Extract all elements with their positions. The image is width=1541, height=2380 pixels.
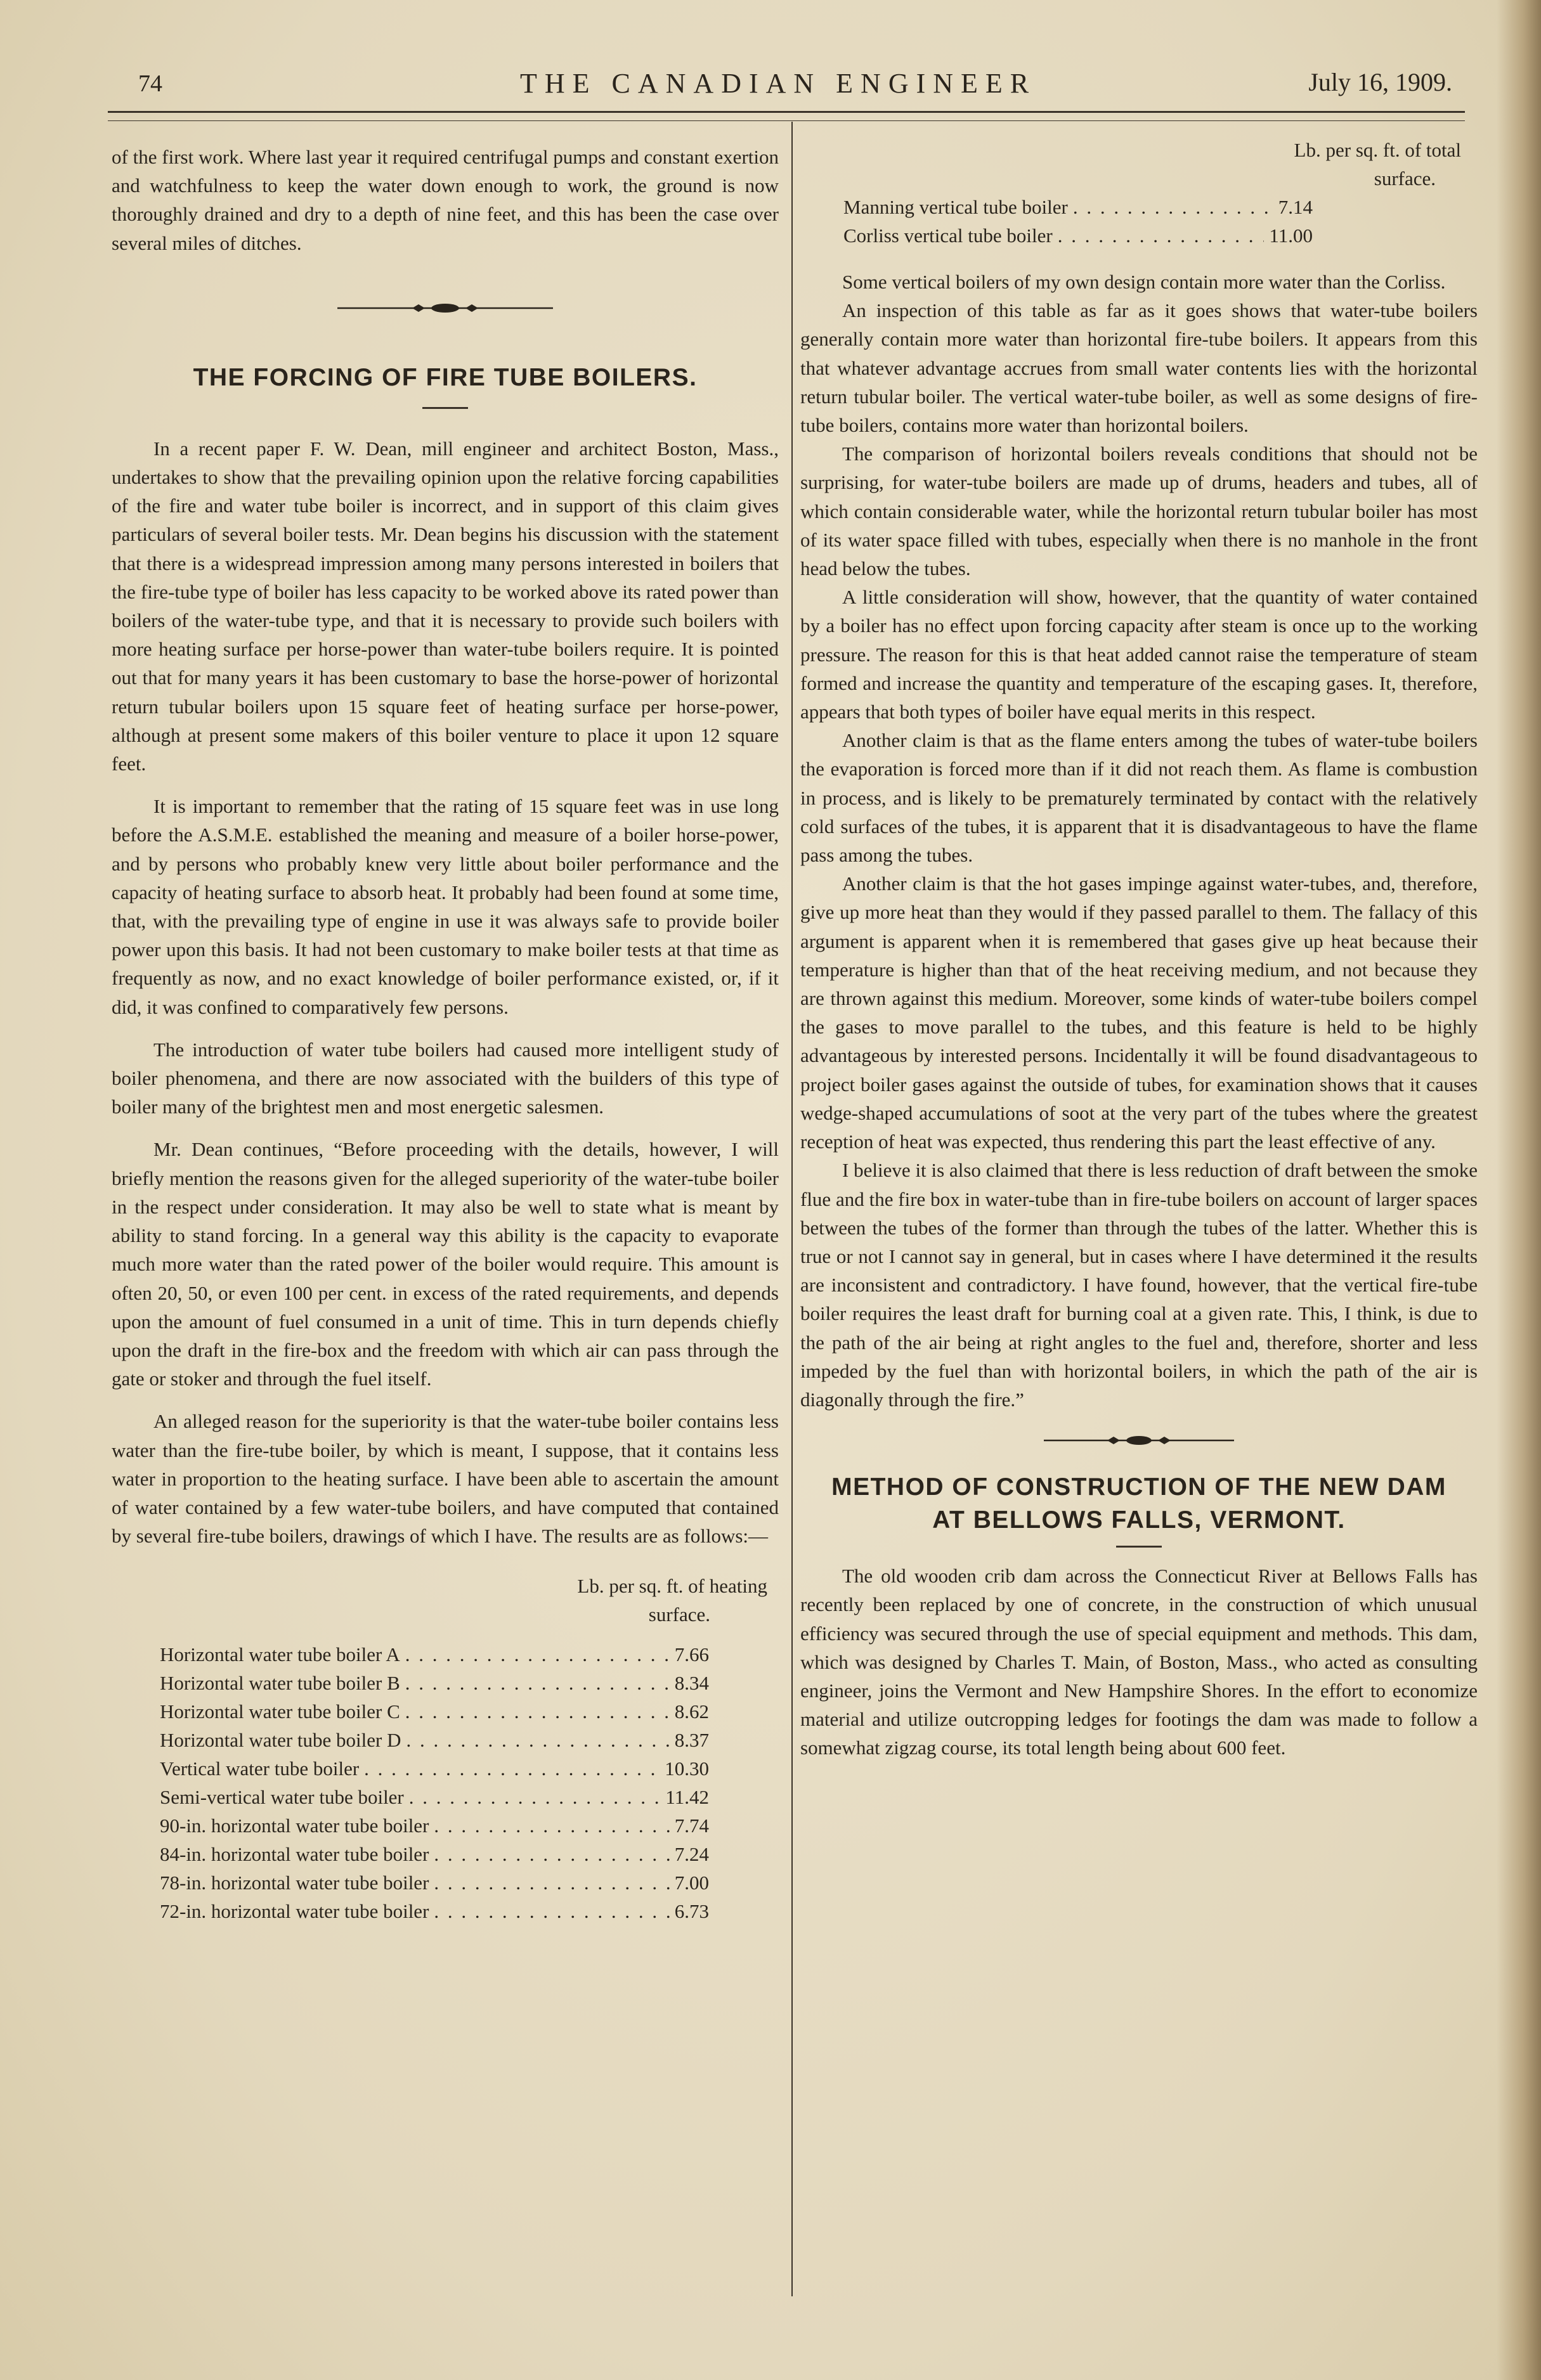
left-column bbox=[112, 143, 779, 1925]
table-header-line: Lb. per sq. ft. of total bbox=[1294, 139, 1461, 161]
intro-paragraph: of the first work. Where last year it required centrifugal pumps and constant exertion and watchfulness to keep the water down enough to work, the ground is now thoroughly drained and dry to a depth of nine feet, and this has been the case over several miles of ditches. bbox=[112, 146, 779, 254]
article-paragraph: The comparison of horizontal boilers reveals conditions that should not be surprising, for water-tube boilers are made up of drums, headers and tubes, all of which contain considerable water, while the horizontal return tubular boiler has most of its water space filled with tubes, especially when there is no manhole in the front head below the tubes. bbox=[800, 443, 1478, 580]
title-rule bbox=[1116, 1546, 1162, 1548]
table-header-line: surface. bbox=[1374, 167, 1436, 190]
table-row: Horizontal water tube boiler B . . . 8.34 bbox=[160, 1669, 709, 1697]
article-paragraph: A little consideration will show, however, that the quantity of water contained by a boiler has no effect upon forcing capacity after steam is once up to the working pressure. The reason for this is that heat added cannot raise the temperature of steam formed and increase the quantity and temperature of the escaping gases. It, therefore, appears that both types of boiler have equal merits in this respect. bbox=[800, 586, 1478, 723]
article-title-2: METHOD OF CONSTRUCTION OF THE NEW DAM AT BELLOWS FALLS, VERMONT. bbox=[831, 1473, 1447, 1534]
section-ornament bbox=[112, 283, 779, 333]
total-table-header bbox=[800, 136, 1478, 193]
table-row: 72-in. horizontal water tube boiler . . . 6.73 bbox=[160, 1897, 709, 1925]
table-row: Horizontal water tube boiler A . . . 7.66 bbox=[160, 1640, 709, 1669]
section-ornament bbox=[800, 1421, 1478, 1459]
article-paragraph: The introduction of water tube boilers had caused more intelligent study of boiler phenomena, and there are now associated with the builders of this type of boiler many of the brightest men and most energetic salesmen. bbox=[112, 1038, 779, 1118]
article-paragraph: Mr. Dean continues, “Before proceeding with the details, however, I will briefly mention the reasons given for the alleged superiority of the water-tube boiler in the respect under consideration. It may also be well to state what is meant by ability to stand forcing. In a general way this ability is the capacity to evaporate much more water than the rated power of the boiler would require. This amount is often 20, 50, or even 100 per cent. in excess of the rated requirements, and depends upon the amount of fuel consumed in a unit of time. This in turn depends chiefly upon the draft in the fire-box and the freedom with which air can pass through the gate or stoker and through the fuel itself. bbox=[112, 1138, 779, 1390]
table-row: Corliss vertical tube boiler . . . 11.00 bbox=[843, 221, 1313, 250]
article-paragraph: Another claim is that the hot gases impinge against water-tubes, and, therefore, give up more heat than they would if they passed parallel to them. The fallacy of this argument is apparent when it is remembered that gases give up heat because their temperature is higher than that of the heat receiving medium, and not because they are thrown against this medium. Moreover, some kinds of water-tube boilers compel the gases to move parallel to the tubes, and this feature is held to be highly advantageous by interested persons. Incidentally it will be found disadvantageous to project boiler gases against the outside of tubes, for examination shows that it causes wedge-shaped accumulations of soot at the very part of the tubes where the greatest reception of heat was expected, thus rendering this part the least effective of any. bbox=[800, 872, 1478, 1153]
table-row: 90-in. horizontal water tube boiler . . . 7.74 bbox=[160, 1811, 709, 1840]
right-column bbox=[800, 136, 1478, 1762]
ornament-divider-icon bbox=[337, 302, 553, 314]
table-row: Semi-vertical water tube boiler . . . 11.42 bbox=[160, 1783, 709, 1811]
issue-date: July 16, 1909. bbox=[1308, 68, 1452, 96]
article-paragraph: An inspection of this table as far as it goes shows that water-tube boilers generally contain more water than horizontal fire-tube boilers. It appears from this that whatever advantage accrues from small water contents lies with the horizontal return tubular boiler. The vertical water-tube boiler, as well as some designs of fire-tube boilers, contains more water than horizontal boilers. bbox=[800, 299, 1478, 437]
title-rule bbox=[422, 407, 468, 409]
article-paragraph: The old wooden crib dam across the Connecticut River at Bellows Falls has recently been replaced by one of concrete, in the construction of which unusual efficiency was secured through the use of special equipment and methods. This dam, which was designed by Charles T. Main, of Boston, Mass., who acted as consulting engineer, joins the Vermont and New Hampshire Shores. In the effort to economize material and utilize outcropping ledges for footings the dam was made to follow a somewhat zigzag course, its total length being about 600 feet. bbox=[800, 1565, 1478, 1759]
article-title: THE FORCING OF FIRE TUBE BOILERS. bbox=[193, 363, 698, 391]
column-divider bbox=[791, 122, 793, 2296]
article-paragraph: Another claim is that as the flame enters among the tubes of water-tube boilers the evaporation is forced more than if it did not reach them. As flame is combustion in process, and is likely to be prematurely terminated by contact with the relatively cold surfaces of the tubes, it is apparent that it is disadvantageous to have the flame pass among the tubes. bbox=[800, 729, 1478, 867]
article-paragraph: An alleged reason for the superiority is that the water-tube boiler contains less water than the fire-tube boiler, by which is meant, I suppose, that it contains less water in proportion to the heating surface. I have been able to ascertain the amount of water contained by a few water-tube boilers, and have computed that contained by several fire-tube boilers, drawings of which I have. The results are as follows:— bbox=[112, 1410, 779, 1548]
article-paragraph: I believe it is also claimed that there is less reduction of draft between the smoke flue and the fire box in water-tube than in fire-tube boilers on account of larger spaces between the tubes of the former than through the tubes of the latter. Whether this is true or not I cannot say in general, but in cases where I have determined it the results are inconsistent and contradictory. I have found, however, that the vertical fire-tube boiler requires the least draft for burning coal at a given rate. This, I think, is due to the path of the air being at right angles to the fuel and, therefore, shorter and less impeded by the fuel than with horizontal boilers, in which the path of the air is diagonally through the fire.” bbox=[800, 1159, 1478, 1411]
heating-table-header bbox=[112, 1572, 779, 1629]
header-rule bbox=[108, 111, 1465, 121]
table-row: Horizontal water tube boiler C . . . 8.62 bbox=[160, 1697, 709, 1726]
page-header bbox=[108, 63, 1465, 108]
table-header-line: Lb. per sq. ft. of heating bbox=[577, 1575, 767, 1598]
table-header-line: surface. bbox=[648, 1603, 710, 1626]
table-row: Horizontal water tube boiler D . . . 8.37 bbox=[160, 1726, 709, 1754]
heating-surface-table bbox=[112, 1640, 779, 1925]
page-number: 74 bbox=[138, 70, 162, 97]
table-row: 84-in. horizontal water tube boiler . . . 7.24 bbox=[160, 1840, 709, 1868]
ornament-divider-icon bbox=[1044, 1434, 1234, 1447]
article-paragraph: In a recent paper F. W. Dean, mill engineer and architect Boston, Mass., undertakes to show that the prevailing opinion upon the relative forcing capabilities of the fire and water tube boiler is incorrect, and in support of this claim gives particulars of several boiler tests. Mr. Dean begins his discussion with the statement that there is a widespread impression among many persons interested in boilers that the fire-tube type of boiler has less capacity to be worked above its rated power than boilers of the water-tube type, and that it is necessary to provide such boilers with more heating surface per horse-power than water-tube boilers require. It is pointed out that for many years it has been customary to base the horse-power of horizontal return tubular boilers upon 15 square feet of heating surface per horse-power, although at present some makers of this boiler venture to place it upon 12 square feet. bbox=[112, 437, 779, 775]
table-row: Vertical water tube boiler . . . 10.30 bbox=[160, 1754, 709, 1783]
article-paragraph: Some vertical boilers of my own design contain more water than the Corliss. bbox=[842, 271, 1446, 293]
table-row: 78-in. horizontal water tube boiler . . . 7.00 bbox=[160, 1868, 709, 1897]
page-edge-shadow bbox=[1497, 0, 1541, 2380]
total-surface-table bbox=[800, 193, 1478, 250]
article-paragraph: It is important to remember that the rating of 15 square feet was in use long before the A.S.M.E. established the meaning and measure of a boiler horse-power, and by persons who probably knew very little about boiler performance and the capacity of heating surface to absorb heat. It probably had been found at some time, that, with the prevailing type of engine in use it was always safe to provide boiler power upon this basis. It had not been customary to make boiler tests at that time as frequently as now, and no exact knowledge of boiler performance existed, or, if it did, it was confined to comparatively few persons. bbox=[112, 795, 779, 1018]
table-row: Manning vertical tube boiler . . . 7.14 bbox=[843, 193, 1313, 221]
journal-title: THE CANADIAN ENGINEER bbox=[520, 68, 1037, 99]
